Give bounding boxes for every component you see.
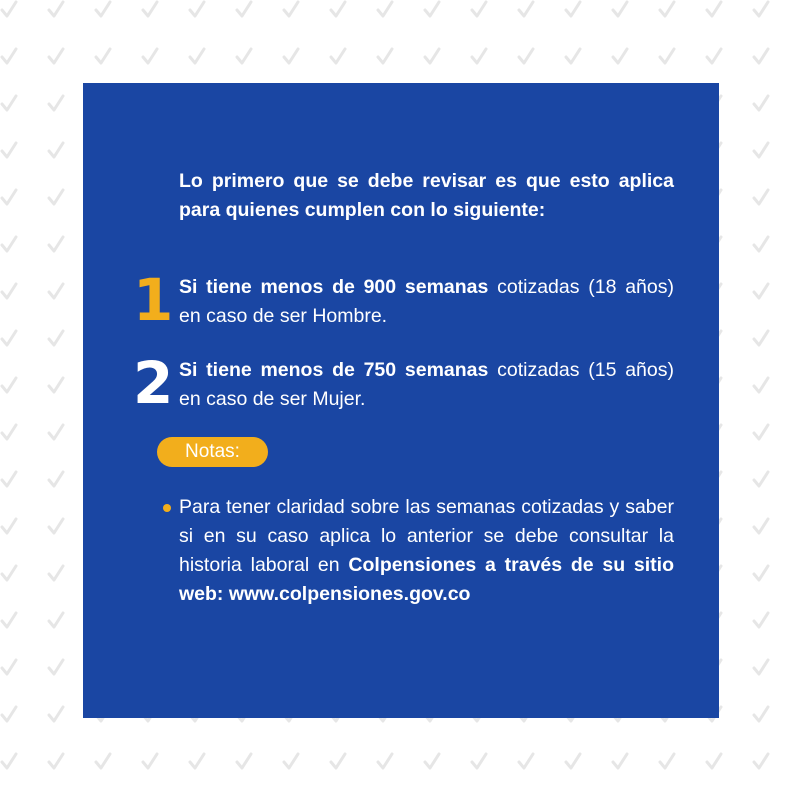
checkmark-icon [472, 49, 486, 63]
checkmark-icon [49, 613, 63, 627]
note-text [179, 493, 674, 609]
checkmark-icon [2, 566, 16, 580]
checkmark-icon [378, 754, 392, 768]
checkmark-icon [49, 143, 63, 157]
note-text-bold: Colpensiones a través de su sitio web: www.colpensiones.gov.co [179, 554, 675, 605]
bullet-icon [163, 504, 171, 512]
checkmark-icon [284, 2, 298, 16]
checkmark-icon [754, 754, 768, 768]
checkmark-icon [2, 378, 16, 392]
intro-text: Lo primero que se debe revisar es que esto aplica para quienes cumplen con lo siguiente: [179, 170, 674, 221]
checkmark-icon [754, 425, 768, 439]
checkmark-icon [2, 331, 16, 345]
checkmark-icon [2, 519, 16, 533]
checkmark-icon [49, 237, 63, 251]
checkmark-icon [660, 2, 674, 16]
checkmark-icon [707, 2, 721, 16]
checkmark-icon [472, 754, 486, 768]
checkmark-icon [331, 754, 345, 768]
checkmark-icon [754, 96, 768, 110]
checkmark-icon [2, 2, 16, 16]
checkmark-icon [143, 49, 157, 63]
checkmark-icon [754, 143, 768, 157]
item-1-rest: cotizadas (18 años) en caso de ser Hombre. [179, 276, 674, 327]
checkmark-icon [49, 190, 63, 204]
checkmark-icon [49, 566, 63, 580]
checkmark-icon [49, 49, 63, 63]
checkmark-icon [237, 754, 251, 768]
checkmark-icon [754, 2, 768, 16]
checkmark-icon [143, 754, 157, 768]
checkmark-icon [96, 754, 110, 768]
checkmark-icon [754, 613, 768, 627]
item-number-2: 2 [133, 349, 174, 417]
checkmark-icon [754, 566, 768, 580]
checkmark-icon [754, 519, 768, 533]
checkmark-icon [754, 237, 768, 251]
checkmark-icon [49, 331, 63, 345]
checkmark-icon [754, 331, 768, 345]
checkmark-icon [96, 49, 110, 63]
checkmark-icon [190, 2, 204, 16]
checkmark-icon [49, 754, 63, 768]
checkmark-icon [519, 754, 533, 768]
checkmark-icon [472, 2, 486, 16]
checkmark-icon [2, 190, 16, 204]
checkmark-icon [2, 754, 16, 768]
notes-badge: Notas: [157, 437, 268, 467]
checkmark-icon [143, 2, 157, 16]
checkmark-icon [190, 754, 204, 768]
item-2-bold: Si tiene menos de 750 semanas [179, 359, 489, 381]
checkmark-icon [754, 284, 768, 298]
checkmark-icon [660, 754, 674, 768]
checkmark-icon [2, 472, 16, 486]
checkmark-icon [237, 49, 251, 63]
checkmark-icon [566, 754, 580, 768]
checkmark-icon [2, 425, 16, 439]
checkmark-icon [754, 378, 768, 392]
checkmark-icon [754, 472, 768, 486]
checkmark-icon [425, 49, 439, 63]
checkmark-icon [613, 49, 627, 63]
checkmark-icon [425, 754, 439, 768]
checkmark-icon [49, 2, 63, 16]
checkmark-icon [2, 613, 16, 627]
checkmark-icon [237, 2, 251, 16]
checkmark-icon [96, 2, 110, 16]
checkmark-icon [613, 2, 627, 16]
checkmark-icon [566, 49, 580, 63]
checkmark-icon [49, 472, 63, 486]
checkmark-icon [2, 707, 16, 721]
checkmark-icon [49, 519, 63, 533]
checkmark-icon [707, 754, 721, 768]
checkmark-icon [190, 49, 204, 63]
checkmark-icon [378, 49, 392, 63]
info-card [83, 83, 719, 718]
checkmark-icon [284, 49, 298, 63]
item-text-2 [179, 356, 674, 414]
checkmark-icon [331, 49, 345, 63]
item-2-rest: cotizadas (15 años) en caso de ser Mujer. [179, 359, 674, 410]
checkmark-icon [2, 660, 16, 674]
checkmark-icon [49, 96, 63, 110]
checkmark-icon [331, 2, 345, 16]
checkmark-icon [49, 660, 63, 674]
checkmark-icon [49, 425, 63, 439]
checkmark-icon [2, 49, 16, 63]
checkmark-icon [754, 190, 768, 204]
checkmark-icon [284, 754, 298, 768]
note-text-regular: Para tener claridad sobre las semanas cotizadas y saber si en su caso aplica lo anterior se debe consultar la historia laboral en [179, 496, 674, 576]
checkmark-icon [2, 237, 16, 251]
checkmark-icon [754, 707, 768, 721]
item-1-bold: Si tiene menos de 900 semanas [179, 276, 489, 298]
checkmark-icon [519, 49, 533, 63]
checkmark-icon [613, 754, 627, 768]
checkmark-icon [425, 2, 439, 16]
checkmark-icon [2, 96, 16, 110]
checkmark-icon [519, 2, 533, 16]
checkmark-icon [707, 49, 721, 63]
item-text-1 [179, 273, 674, 331]
checkmark-icon [49, 707, 63, 721]
checkmark-icon [754, 49, 768, 63]
checkmark-icon [660, 49, 674, 63]
checkmark-icon [49, 378, 63, 392]
checkmark-icon [2, 143, 16, 157]
checkmark-icon [754, 660, 768, 674]
checkmark-icon [49, 284, 63, 298]
item-number-1: 1 [133, 266, 174, 334]
checkmark-icon [2, 284, 16, 298]
checkmark-icon [566, 2, 580, 16]
checkmark-icon [378, 2, 392, 16]
